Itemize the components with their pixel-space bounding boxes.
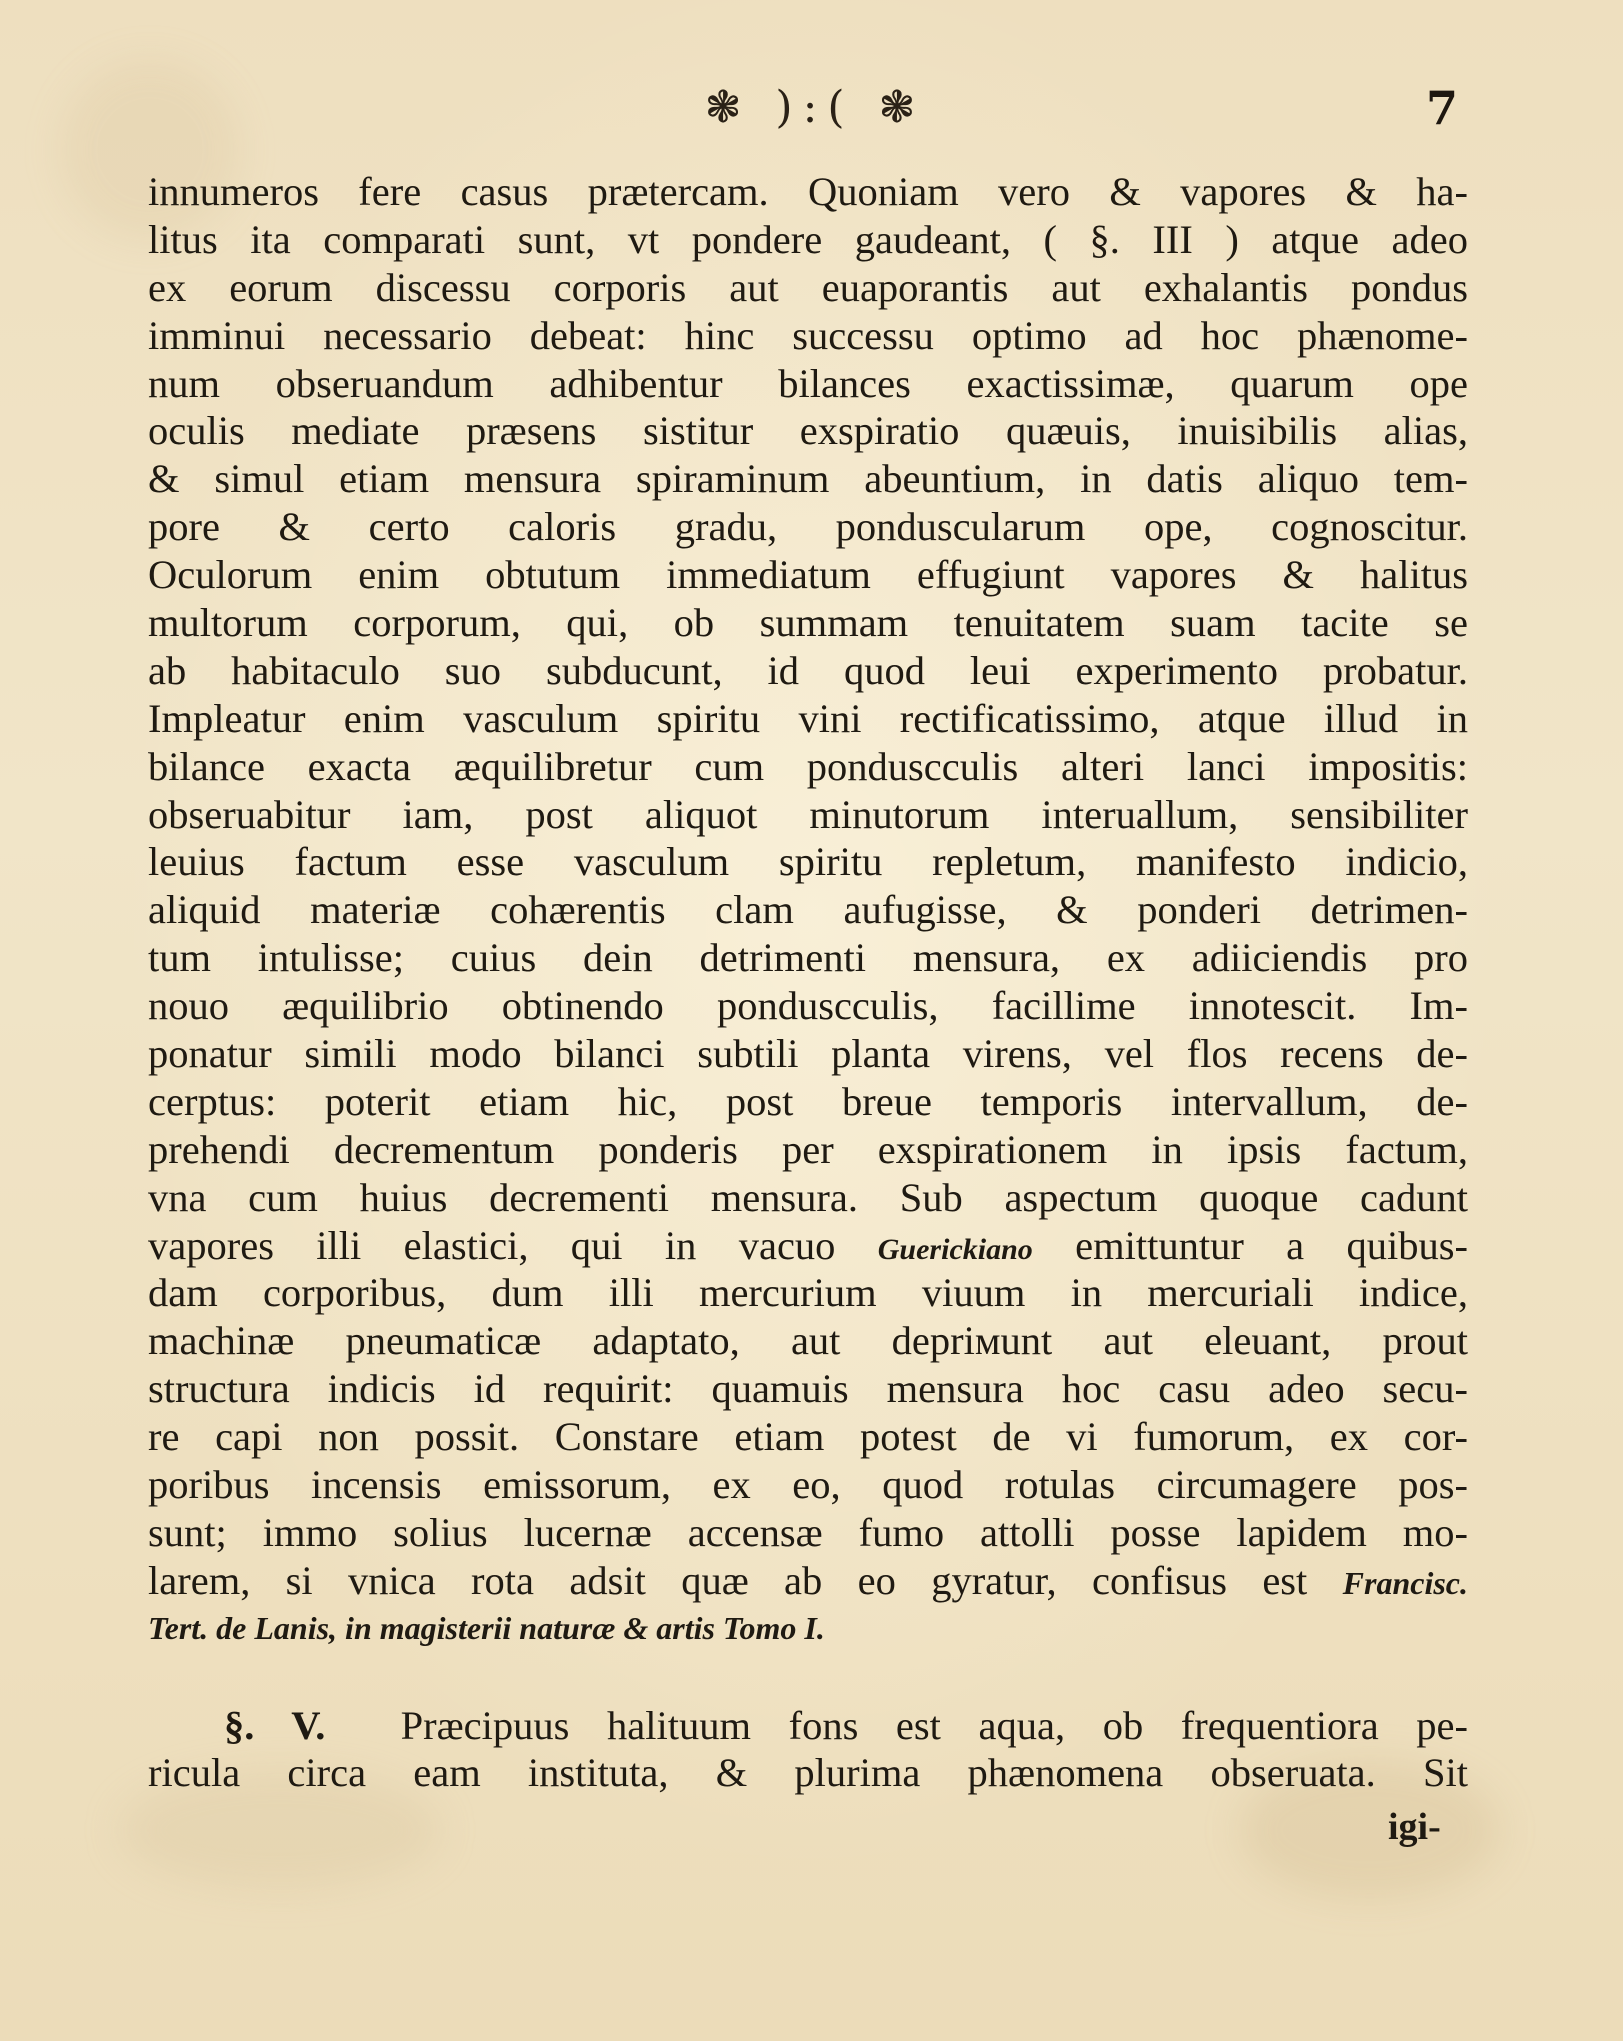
text-line: nouo æquilibrio obtinendo ponduscculis, facillime innotescit. Im-: [148, 983, 1468, 1029]
text-segment: Præcipuus halituum fons est aqua, ob frequentiora pe-: [400, 1703, 1468, 1748]
text-line-guerickiano: [148, 1222, 1468, 1270]
section-marker: §. V.: [224, 1703, 326, 1748]
text-line: dam corporibus, dum illi mercurium viuum in mercuriali indice,: [148, 1270, 1468, 1316]
text-line: ponatur simili modo bilanci subtili planta virens, vel flos recens de-: [148, 1031, 1468, 1077]
text-line: poribus incensis emissorum, ex eo, quod rotulas circumagere pos-: [148, 1462, 1468, 1508]
text-line: aliquid materiæ cohærentis clam aufugisse, & ponderi detrimen-: [148, 887, 1468, 933]
text-line: prehendi decrementum ponderis per exspirationem in ipsis factum,: [148, 1126, 1468, 1172]
text-line: litus ita comparati sunt, vt pondere gaudeant, ( §. III ) atque adeo: [148, 216, 1468, 262]
header-ornament-icon: ❃ ):( ❃: [704, 82, 926, 133]
text-line: cerptus: poterit etiam hic, post breue temporis intervallum, de-: [148, 1078, 1468, 1124]
text-line: num obseruandum adhibentur bilances exactissimæ, quarum ope: [148, 360, 1468, 406]
citation-line: Tert. de Lanis, in magisterii naturæ & artis Tomo I.: [148, 1609, 825, 1646]
main-paragraph: [148, 168, 1468, 1653]
text-line: tum intulisse; cuius dein detrimenti mensura, ex adiiciendis pro: [148, 935, 1468, 981]
text-line: oculis mediate præsens sistitur exspiratio quæuis, inuisibilis alias,: [148, 408, 1468, 454]
text-line: pore & certo caloris gradu, ponduscularum ope, cognoscitur.: [148, 504, 1468, 550]
page-number: 7: [1426, 81, 1459, 135]
section-first-line: [148, 1702, 1468, 1749]
text-line: ricula circa eam instituta, & plurima phænomena obseruata. Sit: [148, 1750, 1468, 1795]
text-line: & simul etiam mensura spiraminum abeuntium, in datis aliquo tem-: [148, 456, 1468, 502]
text-line: imminui necessario debeat: hinc successu optimo ad hoc phænome-: [148, 312, 1468, 358]
text-line: sunt; immo solius lucernæ accensæ fumo attolli posse lapidem mo-: [148, 1509, 1468, 1555]
guerickiano-citation: Guerickiano: [877, 1232, 1033, 1266]
text-segment: vapores illi elastici, qui in vacuo: [148, 1222, 836, 1268]
text-line: multorum corporum, qui, ob summam tenuitatem suam tacite se: [148, 600, 1468, 646]
text-segment: emittuntur a quibus-: [1075, 1222, 1468, 1268]
text-line: Impleatur enim vasculum spiritu vini rectificatissimo, atque illud in: [148, 695, 1468, 741]
text-line: vna cum huius decrementi mensura. Sub aspectum quoque cadunt: [148, 1174, 1468, 1220]
text-segment: larem, si vnica rota adsit quæ ab eo gyratur, confisus est: [148, 1557, 1308, 1603]
text-line-citation: [148, 1557, 1468, 1605]
text-line: machinæ pneumaticæ adaptato, aut depriмunt aut eleuant, prout: [148, 1318, 1468, 1364]
section-v: [148, 1702, 1468, 1796]
text-line: innumeros fere casus prætercam. Quoniam vero & vapores & ha-: [148, 169, 1468, 214]
text-line: ab habitaculo suo subducunt, id quod leui experimento probatur.: [148, 647, 1468, 693]
text-line: ex eorum discessu corporis aut euaporantis aut exhalantis pondus: [148, 264, 1468, 310]
francisc-citation: Francisc.: [1342, 1564, 1468, 1601]
text-line: Oculorum enim obtutum immediatum effugiunt vapores & halitus: [148, 552, 1468, 598]
text-line: bilance exacta æquilibretur cum ponduscculis alteri lanci impositis:: [148, 743, 1468, 789]
text-line: structura indicis id requirit: quamuis mensura hoc casu adeo secu-: [148, 1366, 1468, 1412]
text-line: obseruabitur iam, post aliquot minutorum interuallum, sensibiliter: [148, 791, 1468, 837]
text-line: re capi non possit. Constare etiam potest de vi fumorum, ex cor-: [148, 1414, 1468, 1460]
catchword: igi-: [1388, 1806, 1441, 1848]
text-line: leuius factum esse vasculum spiritu repletum, manifesto indicio,: [148, 839, 1468, 885]
running-head: [0, 78, 1623, 138]
